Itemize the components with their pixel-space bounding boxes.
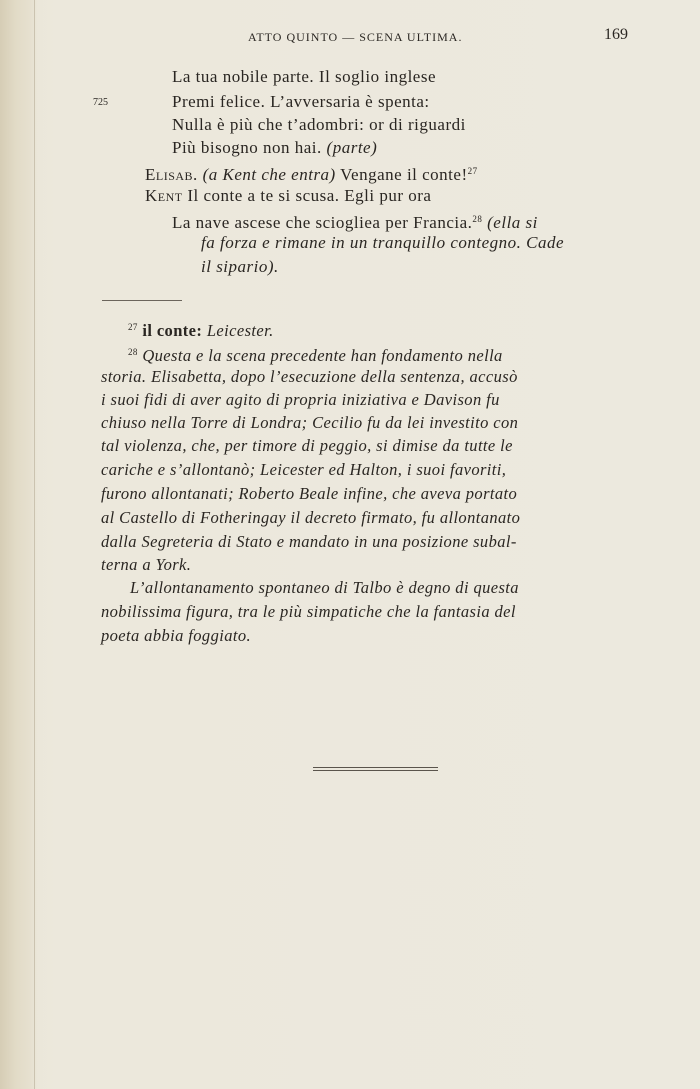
footnote-28-line: al Castello di Fotheringay il decreto firmato, fu allontanato: [101, 508, 521, 527]
footnote-marker: 27: [128, 322, 138, 332]
footnote-28-line: chiuso nella Torre di Londra; Cecilio fu da lei investito con: [101, 413, 519, 432]
speaker-name: Kent: [145, 186, 183, 205]
stage-direction: (a Kent che entra): [197, 165, 336, 184]
verse-line: Nulla è più che t’adombri: or di riguardi: [172, 115, 466, 134]
footnote-28-line: tal violenza, che, per timore di peggio, si dimise da tutte le: [101, 436, 513, 455]
page-binding-edge: [0, 0, 38, 1089]
page-fold-line: [34, 0, 35, 1089]
footnote-paragraph-line: nobilissima figura, tra le più simpatiche che la fantasia del: [101, 602, 516, 621]
verse-line: Premi felice. L’avversaria è spenta:: [172, 92, 430, 111]
end-ornament-rule: [313, 767, 438, 768]
verse-line: Elisab. (a Kent che entra) Vengane il conte!$^{27}$: [145, 165, 478, 184]
footnote-27: $^{27}$ il conte: Leicester.: [128, 321, 274, 340]
footnote-28-line: furono allontanati; Roberto Beale infine, che aveva portato: [101, 484, 518, 503]
footnote-paragraph-line: L’allontanamento spontaneo di Talbo è degno di questa: [130, 578, 519, 597]
verse-line: [201, 232, 564, 254]
verse-line: La nave ascese che sciogliea per Francia.$^{28}$ (ella si: [172, 213, 538, 232]
footnote-28-line: $^{28}$ Questa e la scena precedente han fondamento nella: [128, 346, 503, 365]
footnote-28-line: dalla Segreteria di Stato e mandato in una posizione subal-: [101, 532, 517, 551]
speaker-name: Elisab.: [145, 165, 198, 184]
stage-direction: (parte): [321, 138, 378, 157]
end-ornament-rule: [313, 770, 438, 771]
footnote-marker: 28: [128, 347, 138, 357]
verse-line: Kent Il conte a te si scusa. Egli pur ora: [145, 186, 432, 205]
footnote-28-line: terna a York.: [101, 555, 192, 574]
verse-line: La tua nobile parte. Il soglio inglese: [172, 67, 437, 86]
running-head-title: ATTO QUINTO — SCENA ULTIMA.: [248, 30, 463, 44]
footnote-28-line: storia. Elisabetta, dopo l’esecuzione della sentenza, accusò: [101, 367, 518, 386]
verse-line: Più bisogno non hai. (parte): [172, 138, 378, 157]
footnote-paragraph-line: poeta abbia foggiato.: [101, 626, 252, 645]
verse-line: [201, 256, 279, 278]
stage-direction: fa forza e rimane in un tranquillo contegno. Cade: [201, 233, 565, 252]
stage-direction: il sipario).: [201, 257, 279, 276]
running-head: [0, 28, 700, 48]
footnote-28-line: i suoi fidi di aver agito di propria iniziativa e Davison fu: [101, 390, 500, 409]
verse-line-number: 725: [93, 97, 108, 108]
footnote-28-line: cariche e s’allontanò; Leicester ed Halton, i suoi favoriti,: [101, 460, 507, 479]
page-number: 169: [604, 26, 628, 43]
footnote-head: il conte:: [142, 321, 203, 340]
footnote-separator: [102, 300, 182, 301]
footnote-ref[interactable]: 28: [472, 214, 483, 224]
stage-direction: (ella si: [482, 213, 538, 232]
footnote-ref[interactable]: 27: [467, 166, 478, 176]
